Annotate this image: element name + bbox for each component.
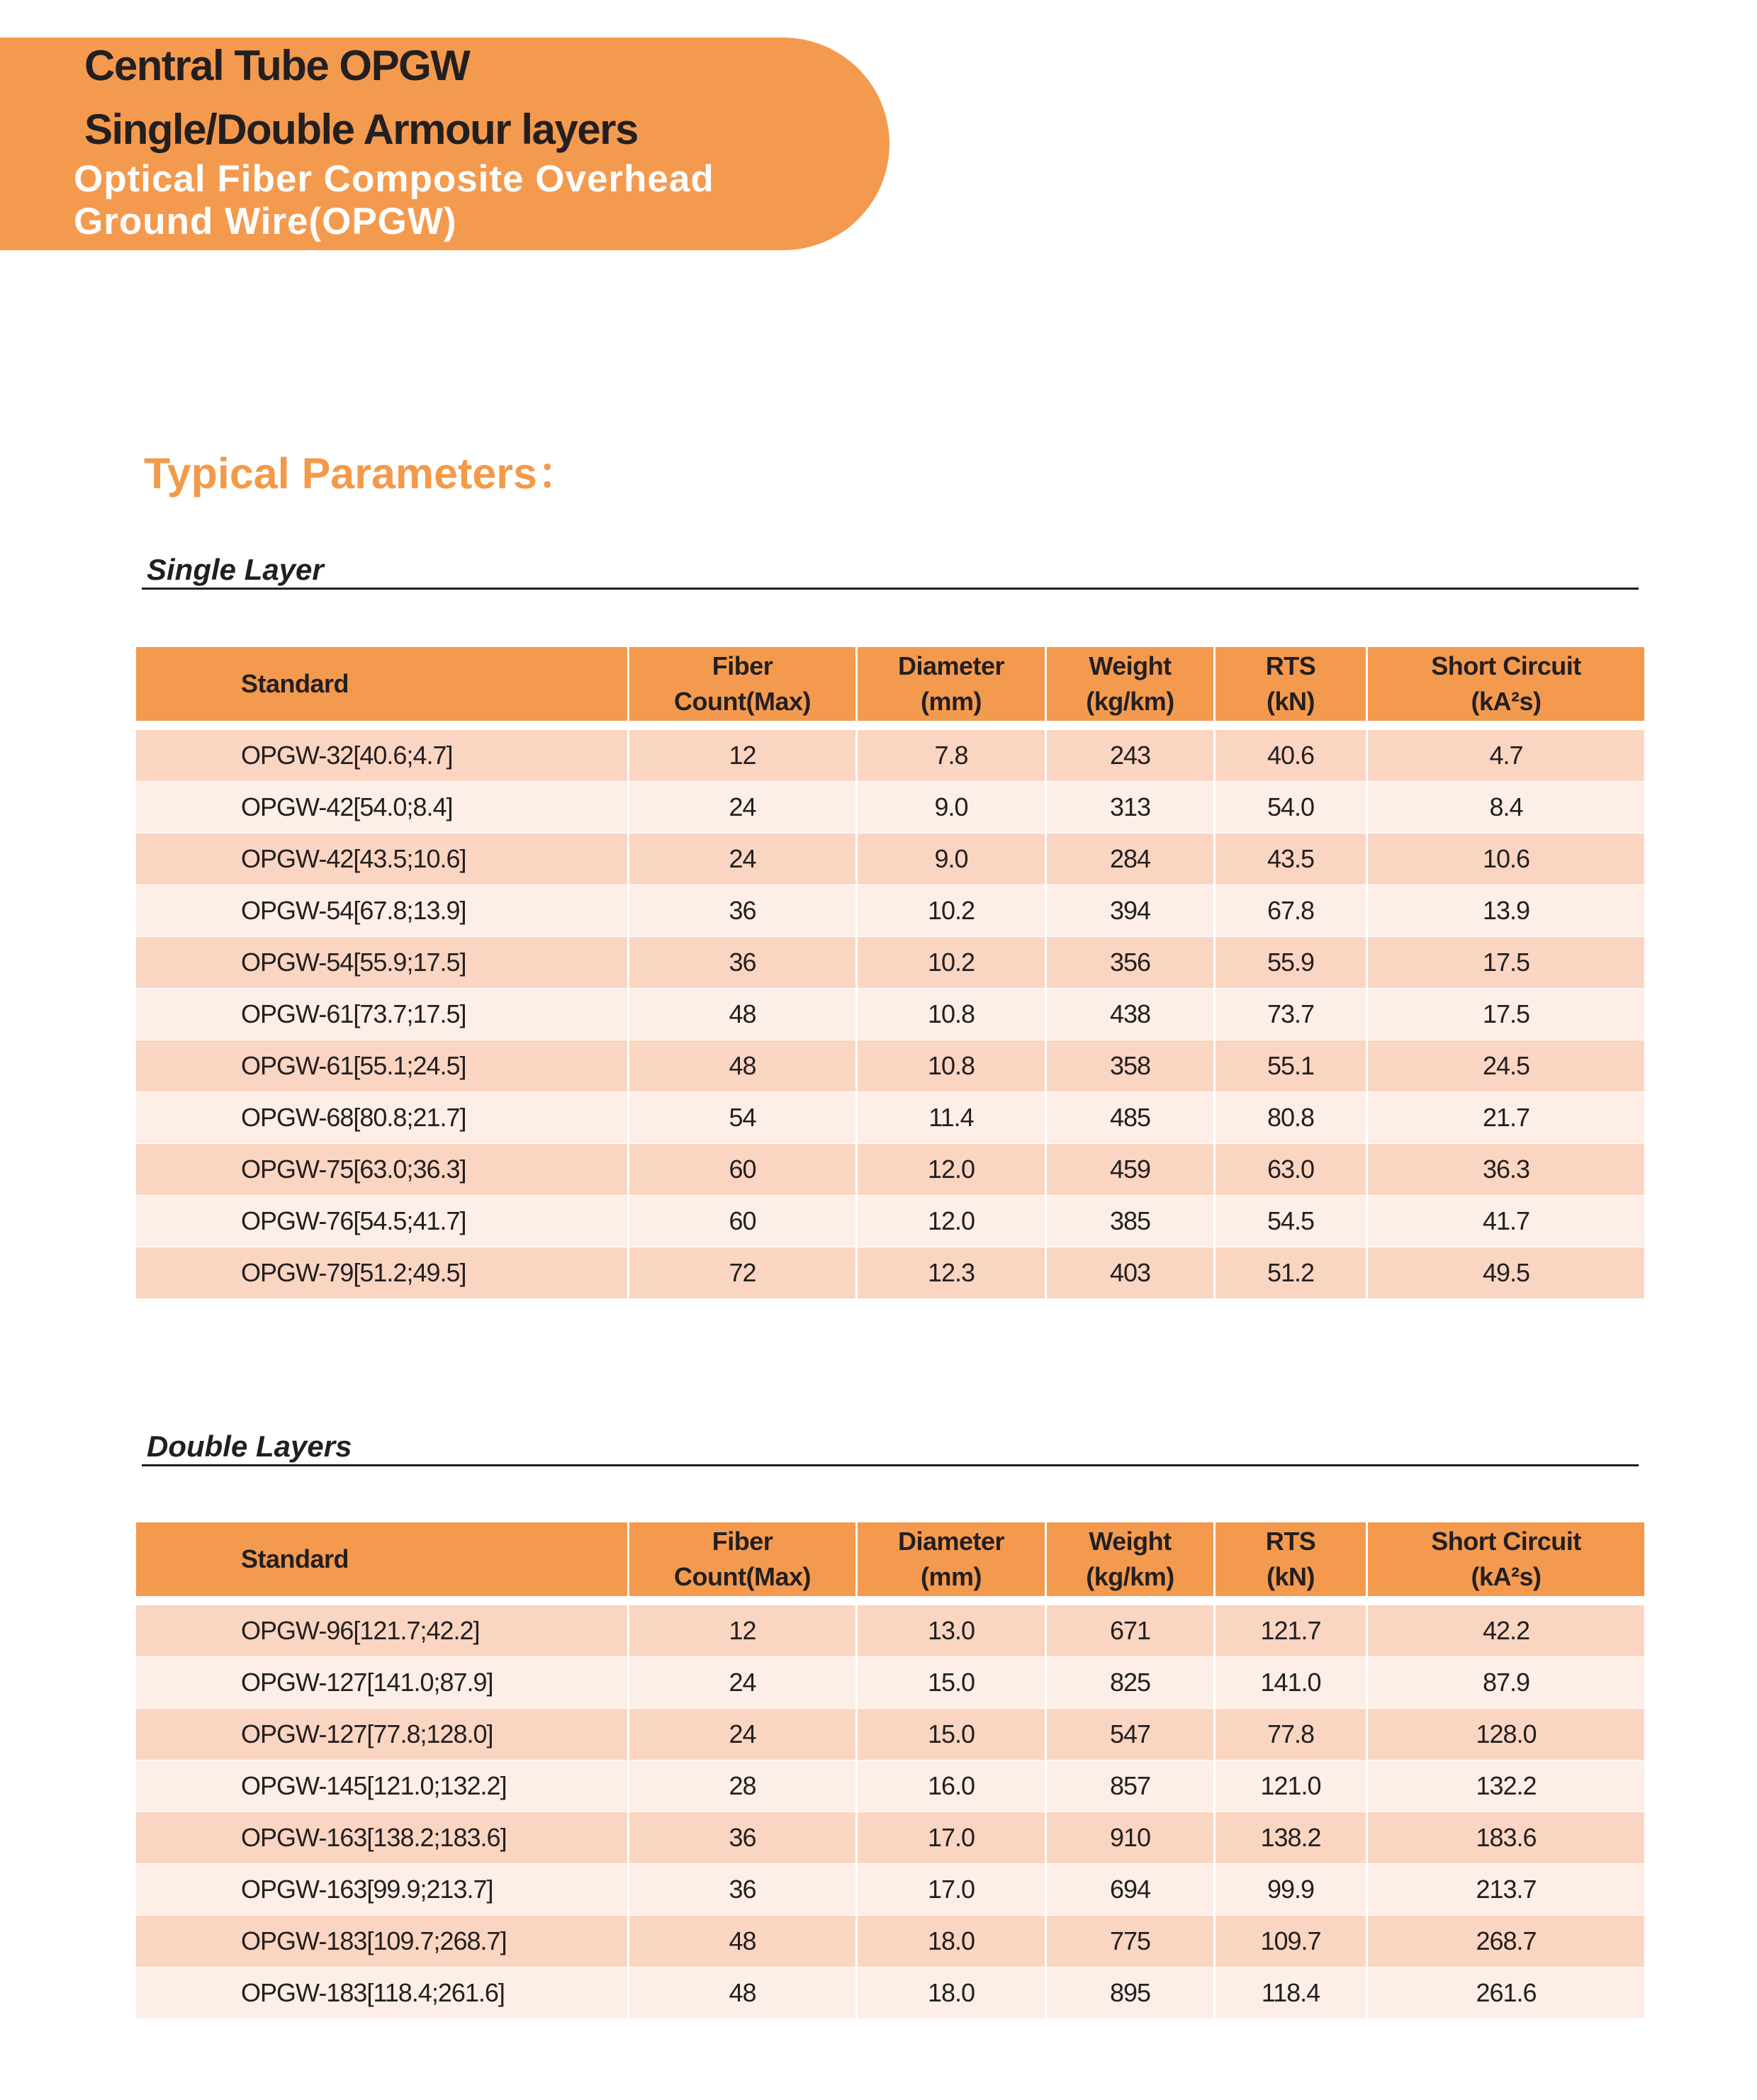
table-row xyxy=(136,937,1644,989)
cell-fiber-count: 54 xyxy=(629,1092,858,1144)
cell-weight: 671 xyxy=(1047,1605,1216,1657)
cell-short-circuit: 41.7 xyxy=(1368,1196,1644,1247)
table-header-row xyxy=(136,647,1644,721)
cell-standard: OPGW-61[73.7;17.5] xyxy=(136,989,629,1040)
table-row xyxy=(136,1709,1644,1761)
cell-rts: 63.0 xyxy=(1216,1144,1368,1196)
cell-standard: OPGW-42[54.0;8.4] xyxy=(136,782,629,833)
cell-standard: OPGW-163[99.9;213.7] xyxy=(136,1864,629,1916)
cell-short-circuit: 10.6 xyxy=(1368,833,1644,885)
cell-standard: OPGW-75[63.0;36.3] xyxy=(136,1144,629,1196)
subtitle-line-2: Ground Wire(OPGW) xyxy=(74,201,457,242)
double-layers-heading: Double Layers xyxy=(147,1430,352,1463)
cell-short-circuit: 42.2 xyxy=(1368,1605,1644,1657)
header-fiber-count: Fiber Count(Max) xyxy=(629,1522,858,1596)
cell-standard: OPGW-127[141.0;87.9] xyxy=(136,1657,629,1709)
cell-diameter: 10.2 xyxy=(858,937,1047,989)
cell-rts: 73.7 xyxy=(1216,989,1368,1040)
cell-weight: 857 xyxy=(1047,1761,1216,1812)
table-row xyxy=(136,1761,1644,1812)
cell-fiber-count: 60 xyxy=(629,1144,858,1196)
cell-diameter: 10.8 xyxy=(858,989,1047,1040)
cell-rts: 121.0 xyxy=(1216,1761,1368,1812)
cell-fiber-count: 28 xyxy=(629,1761,858,1812)
cell-standard: OPGW-183[118.4;261.6] xyxy=(136,1967,629,2019)
cell-weight: 356 xyxy=(1047,937,1216,989)
cell-rts: 118.4 xyxy=(1216,1967,1368,2019)
cell-diameter: 12.3 xyxy=(858,1247,1047,1299)
cell-diameter: 7.8 xyxy=(858,730,1047,782)
cell-short-circuit: 132.2 xyxy=(1368,1761,1644,1812)
title-line-1: Central Tube OPGW xyxy=(84,42,470,89)
table-row xyxy=(136,1812,1644,1864)
cell-rts: 67.8 xyxy=(1216,885,1368,937)
header-diameter: Diameter (mm) xyxy=(858,647,1047,721)
cell-weight: 313 xyxy=(1047,782,1216,833)
cell-weight: 438 xyxy=(1047,989,1216,1040)
cell-fiber-count: 60 xyxy=(629,1196,858,1247)
cell-rts: 40.6 xyxy=(1216,730,1368,782)
cell-diameter: 15.0 xyxy=(858,1657,1047,1709)
cell-diameter: 15.0 xyxy=(858,1709,1047,1761)
cell-standard: OPGW-127[77.8;128.0] xyxy=(136,1709,629,1761)
table-row xyxy=(136,1967,1644,2019)
cell-short-circuit: 49.5 xyxy=(1368,1247,1644,1299)
header-weight: Weight (kg/km) xyxy=(1047,647,1216,721)
typical-parameters-heading: Typical Parameters： xyxy=(144,449,580,498)
cell-weight: 825 xyxy=(1047,1657,1216,1709)
single-layer-heading: Single Layer xyxy=(147,553,324,586)
cell-weight: 910 xyxy=(1047,1812,1216,1864)
cell-diameter: 17.0 xyxy=(858,1812,1047,1864)
cell-diameter: 9.0 xyxy=(858,833,1047,885)
cell-diameter: 18.0 xyxy=(858,1916,1047,1967)
table-row xyxy=(136,989,1644,1040)
table-row xyxy=(136,1916,1644,1967)
cell-standard: OPGW-68[80.8;21.7] xyxy=(136,1092,629,1144)
table-row xyxy=(136,1247,1644,1299)
cell-fiber-count: 24 xyxy=(629,1657,858,1709)
cell-standard: OPGW-54[67.8;13.9] xyxy=(136,885,629,937)
cell-rts: 77.8 xyxy=(1216,1709,1368,1761)
cell-short-circuit: 87.9 xyxy=(1368,1657,1644,1709)
cell-weight: 547 xyxy=(1047,1709,1216,1761)
cell-fiber-count: 12 xyxy=(629,1605,858,1657)
cell-fiber-count: 36 xyxy=(629,885,858,937)
cell-short-circuit: 13.9 xyxy=(1368,885,1644,937)
header-standard: Standard xyxy=(136,1522,629,1596)
cell-weight: 394 xyxy=(1047,885,1216,937)
cell-weight: 403 xyxy=(1047,1247,1216,1299)
table-row xyxy=(136,1144,1644,1196)
cell-fiber-count: 24 xyxy=(629,782,858,833)
table-row xyxy=(136,833,1644,885)
cell-weight: 385 xyxy=(1047,1196,1216,1247)
table-header-row xyxy=(136,1522,1644,1596)
cell-weight: 284 xyxy=(1047,833,1216,885)
cell-short-circuit: 268.7 xyxy=(1368,1916,1644,1967)
cell-weight: 243 xyxy=(1047,730,1216,782)
cell-rts: 121.7 xyxy=(1216,1605,1368,1657)
cell-weight: 358 xyxy=(1047,1040,1216,1092)
cell-standard: OPGW-163[138.2;183.6] xyxy=(136,1812,629,1864)
cell-rts: 54.0 xyxy=(1216,782,1368,833)
cell-diameter: 10.2 xyxy=(858,885,1047,937)
table-row xyxy=(136,885,1644,937)
cell-weight: 895 xyxy=(1047,1967,1216,2019)
cell-diameter: 13.0 xyxy=(858,1605,1047,1657)
cell-fiber-count: 24 xyxy=(629,833,858,885)
cell-short-circuit: 261.6 xyxy=(1368,1967,1644,2019)
cell-standard: OPGW-61[55.1;24.5] xyxy=(136,1040,629,1092)
cell-short-circuit: 4.7 xyxy=(1368,730,1644,782)
cell-diameter: 10.8 xyxy=(858,1040,1047,1092)
cell-fiber-count: 72 xyxy=(629,1247,858,1299)
cell-rts: 141.0 xyxy=(1216,1657,1368,1709)
table-row xyxy=(136,1040,1644,1092)
header-standard: Standard xyxy=(136,647,629,721)
cell-fiber-count: 12 xyxy=(629,730,858,782)
header-diameter: Diameter (mm) xyxy=(858,1522,1047,1596)
cell-short-circuit: 128.0 xyxy=(1368,1709,1644,1761)
cell-short-circuit: 213.7 xyxy=(1368,1864,1644,1916)
header-weight: Weight (kg/km) xyxy=(1047,1522,1216,1596)
cell-standard: OPGW-79[51.2;49.5] xyxy=(136,1247,629,1299)
cell-weight: 485 xyxy=(1047,1092,1216,1144)
cell-fiber-count: 24 xyxy=(629,1709,858,1761)
cell-weight: 775 xyxy=(1047,1916,1216,1967)
cell-standard: OPGW-42[43.5;10.6] xyxy=(136,833,629,885)
header-fiber-count: Fiber Count(Max) xyxy=(629,647,858,721)
cell-fiber-count: 36 xyxy=(629,1864,858,1916)
cell-weight: 459 xyxy=(1047,1144,1216,1196)
cell-fiber-count: 36 xyxy=(629,1812,858,1864)
cell-short-circuit: 17.5 xyxy=(1368,937,1644,989)
cell-short-circuit: 21.7 xyxy=(1368,1092,1644,1144)
cell-rts: 80.8 xyxy=(1216,1092,1368,1144)
cell-fiber-count: 48 xyxy=(629,1040,858,1092)
cell-rts: 138.2 xyxy=(1216,1812,1368,1864)
cell-rts: 55.1 xyxy=(1216,1040,1368,1092)
single-layer-rule xyxy=(142,588,1639,590)
cell-standard: OPGW-32[40.6;4.7] xyxy=(136,730,629,782)
cell-diameter: 12.0 xyxy=(858,1196,1047,1247)
header-rts: RTS (kN) xyxy=(1216,647,1368,721)
table-row xyxy=(136,1657,1644,1709)
cell-standard: OPGW-183[109.7;268.7] xyxy=(136,1916,629,1967)
cell-rts: 43.5 xyxy=(1216,833,1368,885)
subtitle-line-1: Optical Fiber Composite Overhead xyxy=(74,158,714,200)
single-layer-table xyxy=(136,647,1644,1299)
cell-rts: 109.7 xyxy=(1216,1916,1368,1967)
table-row xyxy=(136,730,1644,782)
cell-diameter: 16.0 xyxy=(858,1761,1047,1812)
cell-rts: 51.2 xyxy=(1216,1247,1368,1299)
cell-short-circuit: 24.5 xyxy=(1368,1040,1644,1092)
table-row xyxy=(136,1092,1644,1144)
cell-diameter: 11.4 xyxy=(858,1092,1047,1144)
table-row xyxy=(136,782,1644,833)
cell-weight: 694 xyxy=(1047,1864,1216,1916)
title-line-2: Single/Double Armour layers xyxy=(84,106,638,153)
cell-standard: OPGW-96[121.7;42.2] xyxy=(136,1605,629,1657)
cell-short-circuit: 17.5 xyxy=(1368,989,1644,1040)
double-layers-table xyxy=(136,1522,1644,2019)
table-row xyxy=(136,1864,1644,1916)
cell-standard: OPGW-145[121.0;132.2] xyxy=(136,1761,629,1812)
header-rts: RTS (kN) xyxy=(1216,1522,1368,1596)
header-short-circuit: Short Circuit (kA²s) xyxy=(1368,1522,1644,1596)
cell-standard: OPGW-76[54.5;41.7] xyxy=(136,1196,629,1247)
cell-diameter: 9.0 xyxy=(858,782,1047,833)
cell-short-circuit: 183.6 xyxy=(1368,1812,1644,1864)
cell-fiber-count: 48 xyxy=(629,1967,858,2019)
cell-diameter: 12.0 xyxy=(858,1144,1047,1196)
cell-fiber-count: 48 xyxy=(629,989,858,1040)
double-layers-rule xyxy=(142,1464,1639,1466)
cell-rts: 55.9 xyxy=(1216,937,1368,989)
header-short-circuit: Short Circuit (kA²s) xyxy=(1368,647,1644,721)
cell-fiber-count: 48 xyxy=(629,1916,858,1967)
cell-rts: 54.5 xyxy=(1216,1196,1368,1247)
cell-diameter: 17.0 xyxy=(858,1864,1047,1916)
cell-short-circuit: 8.4 xyxy=(1368,782,1644,833)
cell-rts: 99.9 xyxy=(1216,1864,1368,1916)
cell-short-circuit: 36.3 xyxy=(1368,1144,1644,1196)
cell-diameter: 18.0 xyxy=(858,1967,1047,2019)
table-row xyxy=(136,1605,1644,1657)
cell-standard: OPGW-54[55.9;17.5] xyxy=(136,937,629,989)
cell-fiber-count: 36 xyxy=(629,937,858,989)
table-row xyxy=(136,1196,1644,1247)
